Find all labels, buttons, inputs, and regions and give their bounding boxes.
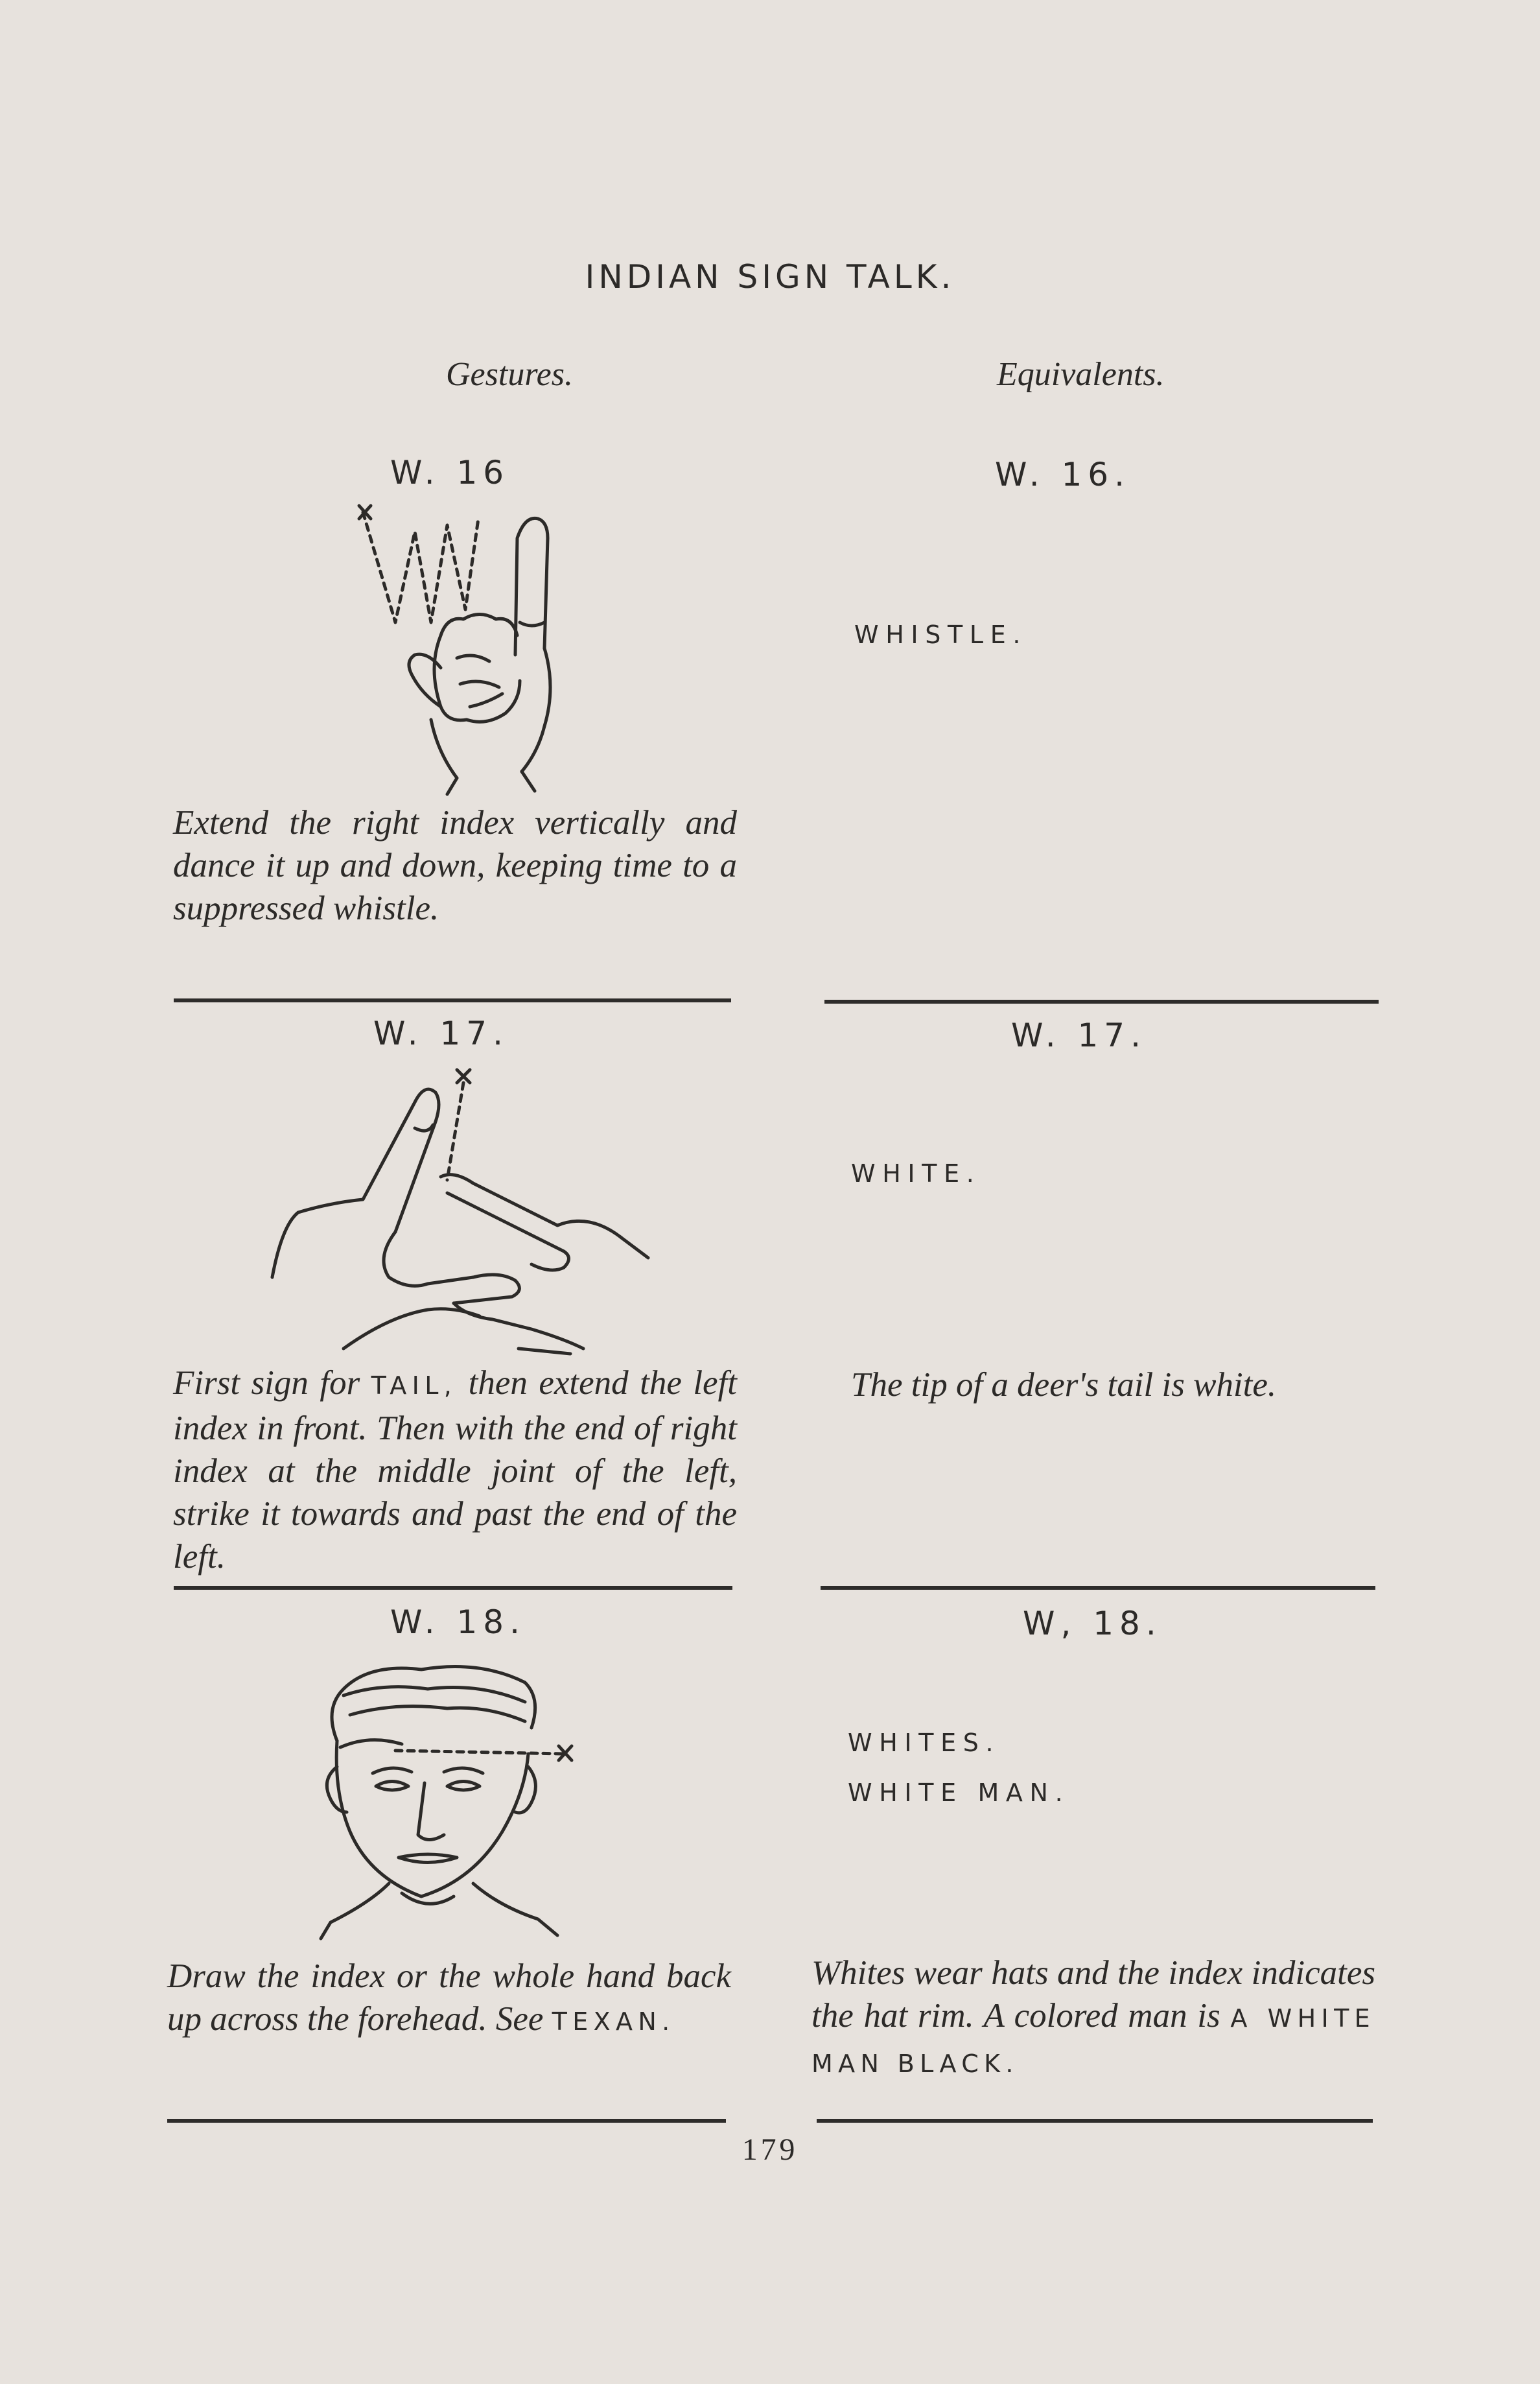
divider-right-2 (821, 1586, 1375, 1590)
gesture-heading-w18: W. 18. (390, 1603, 526, 1641)
gesture-heading-w16: W. 16 (390, 454, 510, 491)
hand-whistle-illustration (350, 499, 564, 797)
divider-left-1 (174, 998, 731, 1002)
gesture-text-w17-part2: then extend the left index in front. Then with the end of right index at the middle joint of the left, strike it towards and past the end of the left. (173, 1364, 738, 1576)
cross-reference-texan: TEXAN. (552, 2007, 675, 2036)
gesture-description-w18 (167, 1955, 731, 2043)
page-number: 179 (741, 2132, 799, 2167)
gesture-heading-w17: W. 17. (373, 1015, 509, 1052)
divider-left-2 (174, 1586, 732, 1590)
gesture-description-w16: Extend the right index vertically and dance it up and down, keeping time to a suppressed whistle. (173, 804, 737, 927)
equivalent-white: WHITE. (851, 1159, 981, 1188)
gesture-text-w18: Draw the index or the whole hand back up across the forehead. See (167, 1957, 731, 2038)
equiv-heading-w16: W. 16. (995, 456, 1131, 493)
note-w18-reference: A WHITE MAN BLACK. (811, 2004, 1376, 2078)
equiv-heading-w18: W, 18. (1023, 1605, 1162, 1642)
note-w18 (811, 1952, 1375, 2085)
face-forehead-illustration (318, 1657, 577, 1942)
column-heading-gestures: Gestures. (446, 356, 573, 393)
note-w18-text: Whites wear hats and the index indicates the hat rim. A colored man is (811, 1954, 1375, 2035)
column-heading-equivalents: Equivalents. (997, 356, 1165, 393)
divider-left-3 (167, 2119, 726, 2123)
equiv-heading-w17: W. 17. (1011, 1017, 1147, 1054)
equivalent-white-man: WHITE MAN. (848, 1778, 1070, 1807)
equivalent-whistle: WHISTLE. (854, 620, 1028, 649)
divider-right-3 (817, 2119, 1373, 2123)
note-w17: The tip of a deer's tail is white. (851, 1366, 1277, 1404)
hands-white-illustration (259, 1063, 674, 1362)
cross-reference-tail: TAIL, (371, 1371, 458, 1400)
gesture-text-w17-part1: First sign for (173, 1364, 360, 1402)
equivalent-whites: WHITES. (848, 1729, 1001, 1757)
divider-right-1 (824, 1000, 1379, 1004)
gesture-description-w17 (173, 1362, 737, 1578)
page-title: INDIAN SIGN TALK. (585, 258, 955, 296)
